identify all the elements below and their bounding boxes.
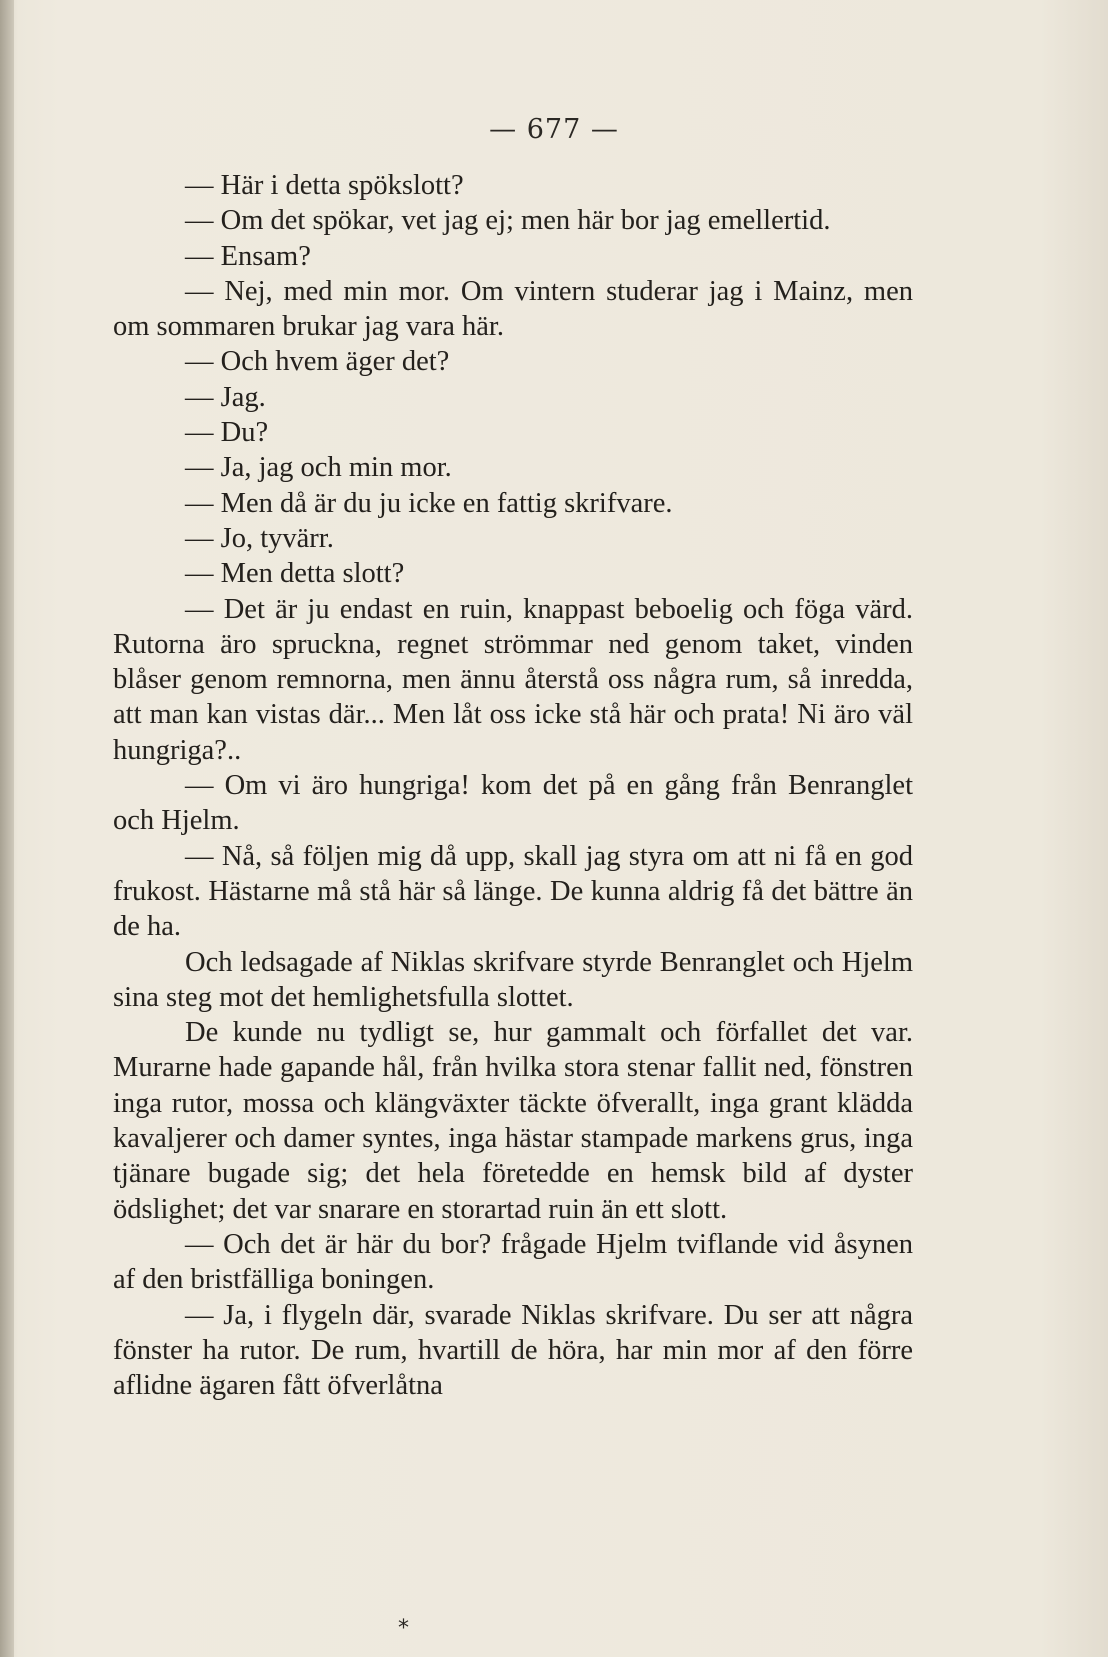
- paragraph: — Det är ju endast en ruin, knappast beboelig och föga värd. Rutorna äro spruckna, regnet strömmar ned genom taket, vinden blåser genom remnorna, men ännu återstå oss några rum, så inredda, att man kan vistas där... Men låt oss icke stå här och prata! Ni äro väl hungriga?..: [113, 593, 913, 766]
- paragraph: — Du?: [185, 417, 269, 449]
- paragraph: — Ja, jag och min mor.: [185, 452, 452, 484]
- paragraph: — Här i detta spökslott?: [185, 170, 464, 201]
- paragraph: — Jag.: [185, 381, 266, 413]
- paragraph: — Men då är du ju icke en fattig skrifvare.: [185, 487, 673, 519]
- paragraph: — Om det spökar, vet jag ej; men här bor jag emellertid.: [185, 205, 831, 237]
- paragraph: De kunde nu tydligt se, hur gammalt och förfallet det var. Murarne hade gapande hål, från hvilka stora stenar fallit ned, fönstren inga rutor, mossa och klängväxter täckte öfverallt, inga grant klädda kavaljerer och damer syntes, inga hästar stampade markens grus, inga tjänare bugade sig; det hela företedde en hemsk bild af dyster ödslighet; det var snarare en storartad ruin än ett slott.: [113, 1017, 913, 1225]
- binding-shadow: [0, 0, 14, 1657]
- paragraph: — Och hvem äger det?: [185, 346, 450, 378]
- page-number: — 677 —: [489, 114, 619, 145]
- paragraph: — Och det är här du bor? frågade Hjelm tviflande vid åsynen af den bristfälliga boningen.: [113, 1228, 913, 1296]
- paragraph: — Jo, tyvärr.: [185, 522, 334, 554]
- paragraph: — Ensam?: [185, 240, 311, 272]
- paragraph: — Nej, med min mor. Om vintern studerar jag i Mainz, men om sommaren brukar jag vara här.: [113, 275, 913, 343]
- paragraph: — Men detta slott?: [185, 558, 405, 590]
- page-text: [113, 168, 913, 1403]
- paragraph: — Ja, i flygeln där, svarade Niklas skrifvare. Du ser att några fönster ha rutor. De rum, hvartill de höra, har min mor af den förre aflidne ägaren fått öfverlåtna: [113, 1299, 913, 1402]
- paragraph: — Nå, så följen mig då upp, skall jag styra om att ni få en god frukost. Hästarne må stå här så länge. De kunna aldrig få det bättre än de ha.: [113, 840, 913, 943]
- paragraph: Och ledsagade af Niklas skrifvare styrde Benranglet och Hjelm sina steg mot det hemlighetsfulla slottet.: [113, 946, 913, 1013]
- paragraph: — Om vi äro hungriga! kom det på en gång från Benranglet och Hjelm.: [113, 770, 913, 837]
- printer-mark: *: [398, 1616, 409, 1641]
